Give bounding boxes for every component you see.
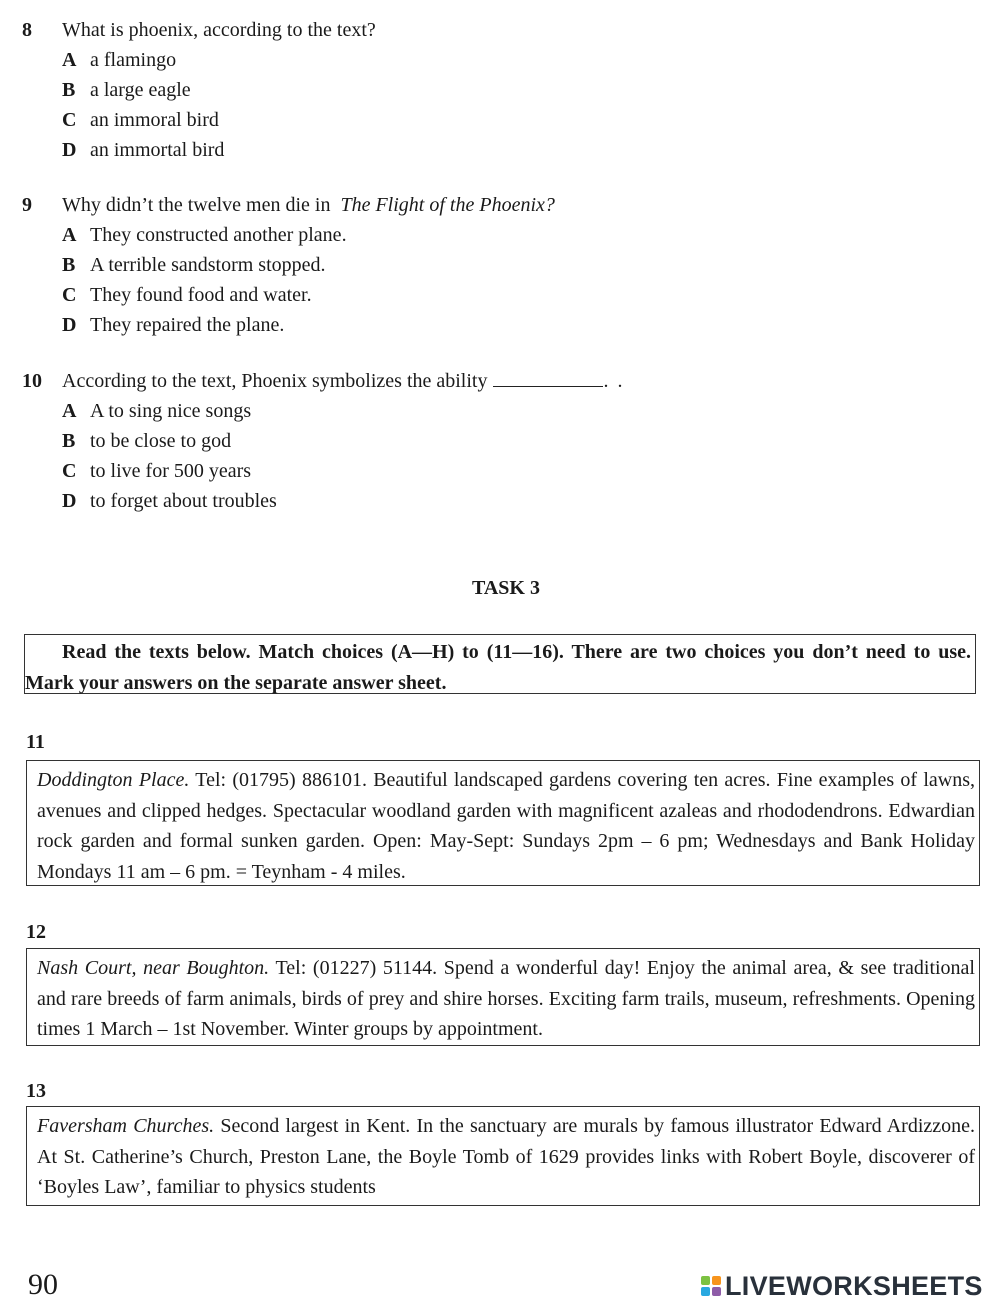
item-number: 11 bbox=[26, 731, 45, 753]
question-prompt-title: The Flight of the Phoenix? bbox=[340, 194, 555, 216]
question-number: 9 bbox=[22, 194, 32, 216]
logo-text: LIVEWORKSHEETS bbox=[725, 1270, 983, 1301]
option-b[interactable]: B A terrible sandstorm stopped. bbox=[62, 254, 326, 276]
instructions-text: Read the texts below. Match choices (A—H) to (11—16). There are two choices you don’t need to use. Mark your answers on the separate answer sheet. bbox=[25, 641, 971, 694]
option-b[interactable]: B a large eagle bbox=[62, 79, 191, 101]
option-a[interactable]: A They constructed another plane. bbox=[62, 224, 347, 246]
instructions-box bbox=[24, 634, 976, 694]
page-number: 90 bbox=[28, 1268, 58, 1301]
item-11-box bbox=[26, 760, 980, 886]
logo-square-green bbox=[701, 1276, 710, 1285]
item-number: 13 bbox=[26, 1080, 46, 1102]
option-d[interactable]: D an immortal bird bbox=[62, 139, 225, 161]
liveworksheets-logo[interactable] bbox=[701, 1270, 983, 1302]
item-body: Second largest in Kent. In the sanctuary are murals by famous illustrator Edward Ardizzone. At St. Catherine’s Church, Preston Lane, the Boyle Tomb of 1629 provides links with Robert Boyle, discoverer of ‘Boyles Law’, familiar to physics students bbox=[37, 1115, 976, 1198]
item-12-box bbox=[26, 948, 980, 1046]
answer-blank[interactable] bbox=[493, 366, 603, 387]
option-a[interactable]: A A to sing nice songs bbox=[62, 400, 252, 422]
question-prompt: Why didn’t the twelve men die in bbox=[62, 194, 331, 216]
option-b[interactable]: B to be close to god bbox=[62, 430, 232, 452]
option-a[interactable]: A a flamingo bbox=[62, 49, 177, 71]
option-c[interactable]: C to live for 500 years bbox=[62, 460, 252, 482]
option-c[interactable]: C an immoral bird bbox=[62, 109, 219, 131]
option-d[interactable]: D They repaired the plane. bbox=[62, 314, 285, 336]
item-number: 12 bbox=[26, 921, 46, 943]
question-number: 8 bbox=[22, 19, 32, 41]
question-prompt: What is phoenix, according to the text? bbox=[62, 19, 376, 41]
question-10 bbox=[22, 366, 962, 516]
question-prompt: According to the text, Phoenix symbolizes the ability bbox=[62, 370, 488, 392]
logo-square-blue bbox=[701, 1287, 710, 1296]
item-name: Doddington Place. bbox=[37, 769, 190, 791]
logo-square-purple bbox=[712, 1287, 721, 1296]
task-title: TASK 3 bbox=[472, 577, 540, 599]
item-13-box bbox=[26, 1106, 980, 1206]
item-body: Tel: (01227) 51144. Spend a wonderful day! Enjoy the animal area, & see traditional and rare breeds of farm animals, birds of prey and shire horses. Exciting farm trails, museum, refreshments. Opening times 1 March – 1st November. Winter groups by appointment. bbox=[37, 957, 975, 1040]
question-number: 10 bbox=[22, 370, 42, 392]
question-8 bbox=[22, 15, 962, 165]
logo-grid-icon bbox=[701, 1276, 721, 1296]
prompt-tail: . . bbox=[603, 370, 625, 392]
option-c[interactable]: C They found food and water. bbox=[62, 284, 312, 306]
item-name: Faversham Churches. bbox=[37, 1115, 215, 1137]
logo-square-orange bbox=[712, 1276, 721, 1285]
item-name: Nash Court, near Boughton. bbox=[37, 957, 270, 979]
item-body: Tel: (01795) 886101. Beautiful landscaped gardens covering ten acres. Fine examples of lawns, avenues and clipped hedges. Spectacular woodland garden with magnificent azaleas and rhododendrons. Edwardian rock garden and formal sunken garden. Open: May-Sept: Sundays 2pm – 6 pm; Wednesdays and Bank Holiday Mondays 11 am – 6 pm. = Teynham - 4 miles. bbox=[37, 769, 975, 883]
option-d[interactable]: D to forget about troubles bbox=[62, 490, 277, 512]
question-9 bbox=[22, 190, 962, 340]
